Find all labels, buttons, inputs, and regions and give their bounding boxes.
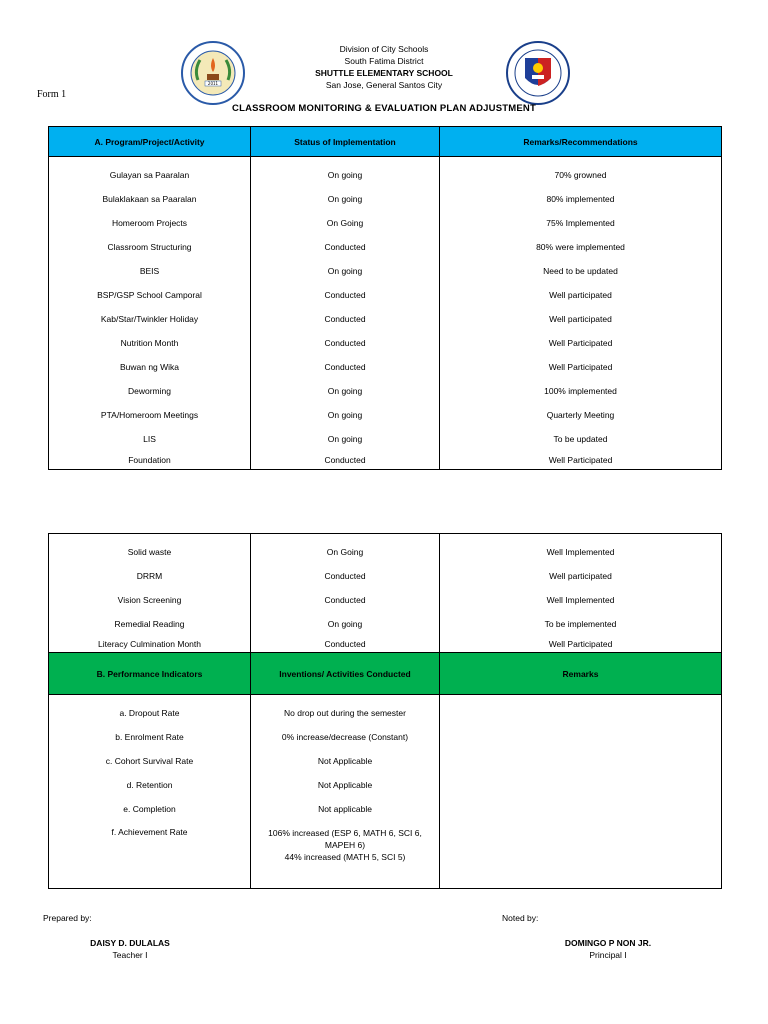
prepared-by-name: DAISY D. DULALAS [90, 938, 170, 948]
table-row [49, 725, 722, 749]
table-row [49, 259, 722, 283]
cell: Not applicable [251, 797, 440, 821]
deped-seal-icon [505, 40, 571, 106]
table-row [49, 588, 722, 612]
page-title: CLASSROOM MONITORING & EVALUATION PLAN ADJUSTMENT [232, 103, 536, 114]
cell: 80% implemented [440, 187, 722, 211]
noted-by-name: DOMINGO P NON JR. [564, 938, 652, 948]
cell: BEIS [49, 259, 251, 283]
cell: a. Dropout Rate [49, 701, 251, 725]
achievement-line-3: 44% increased (MATH 5, SCI 5) [284, 851, 406, 862]
cell: On Going [251, 540, 440, 564]
cell: 70% growned [440, 163, 722, 187]
table-row [49, 564, 722, 588]
cell: 80% were implemented [440, 235, 722, 259]
cell: Well Implemented [440, 540, 722, 564]
table-row [49, 355, 722, 379]
column-header: Remarks/Recommendations [440, 127, 722, 157]
cell: On going [251, 612, 440, 636]
column-header: Remarks [440, 653, 722, 695]
cell: Quarterly Meeting [440, 403, 722, 427]
cell: Gulayan sa Paaralan [49, 163, 251, 187]
school-seal-icon [180, 40, 246, 106]
cell: No drop out during the semester [251, 701, 440, 725]
table-row [49, 797, 722, 821]
cell: On going [251, 379, 440, 403]
cell: Conducted [251, 235, 440, 259]
table-row [49, 379, 722, 403]
column-header: Status of Implementation [251, 127, 440, 157]
table-row [49, 187, 722, 211]
school-name: SHUTTLE ELEMENTARY SCHOOL [315, 68, 453, 78]
cell: Well Participated [440, 636, 722, 653]
cell: 75% Implemented [440, 211, 722, 235]
cell [440, 773, 722, 797]
achievement-line-1: 106% increased (ESP 6, MATH 6, SCI 6, [268, 827, 422, 838]
cell: Not Applicable [251, 749, 440, 773]
cell: c. Cohort Survival Rate [49, 749, 251, 773]
table-row [49, 749, 722, 773]
cell: b. Enrolment Rate [49, 725, 251, 749]
table-row [49, 451, 722, 470]
noted-by-title: Principal I [589, 950, 627, 960]
cell: On going [251, 427, 440, 451]
cell: Conducted [251, 355, 440, 379]
cell: 100% implemented [440, 379, 722, 403]
table-row [49, 163, 722, 187]
cell: Well Participated [440, 331, 722, 355]
table-row [49, 612, 722, 636]
cell: To be updated [440, 427, 722, 451]
cell: Conducted [251, 283, 440, 307]
cell: Buwan ng Wika [49, 355, 251, 379]
cell [440, 797, 722, 821]
cell: Remedial Reading [49, 612, 251, 636]
table-row [49, 773, 722, 797]
cell [440, 821, 722, 889]
cell: Vision Screening [49, 588, 251, 612]
cell: 0% increase/decrease (Constant) [251, 725, 440, 749]
table-b-header [49, 653, 722, 695]
cell: BSP/GSP School Camporal [49, 283, 251, 307]
cell [440, 749, 722, 773]
cell: DRRM [49, 564, 251, 588]
school-seal-year: 2011 [207, 81, 219, 86]
table-row [49, 540, 722, 564]
noted-by-label: Noted by: [502, 913, 539, 923]
cell: Well participated [440, 307, 722, 331]
cell: To be implemented [440, 612, 722, 636]
cell: On going [251, 187, 440, 211]
cell: Well Implemented [440, 588, 722, 612]
table-a [48, 126, 722, 470]
cell: PTA/Homeroom Meetings [49, 403, 251, 427]
cell: Conducted [251, 331, 440, 355]
table-row [49, 403, 722, 427]
school-address: San Jose, General Santos City [325, 80, 443, 90]
cell: Conducted [251, 588, 440, 612]
cell: Well Participated [440, 355, 722, 379]
cell: Classroom Structuring [49, 235, 251, 259]
cell: e. Completion [49, 797, 251, 821]
table-a-header [49, 127, 722, 157]
cell: Conducted [251, 307, 440, 331]
cell: Foundation [49, 451, 251, 470]
cell: Nutrition Month [49, 331, 251, 355]
cell: Deworming [49, 379, 251, 403]
table-row [49, 427, 722, 451]
table-row [49, 235, 722, 259]
table-row [49, 331, 722, 355]
cell: f. Achievement Rate [49, 821, 251, 889]
column-header: B. Performance Indicators [49, 653, 251, 695]
cell: On going [251, 163, 440, 187]
table-row [49, 636, 722, 653]
cell: Solid waste [49, 540, 251, 564]
achievement-line-2: MAPEH 6) [324, 839, 366, 850]
division-name: Division of City Schools [339, 44, 429, 54]
cell: Conducted [251, 451, 440, 470]
district-name: South Fatima District [344, 56, 424, 66]
table-row [49, 283, 722, 307]
cell: Well participated [440, 564, 722, 588]
cell: Well Participated [440, 451, 722, 470]
table-row [49, 307, 722, 331]
table-row [49, 701, 722, 725]
prepared-by-title: Teacher I [112, 950, 148, 960]
cell: Homeroom Projects [49, 211, 251, 235]
table-row [49, 821, 722, 889]
cell: Conducted [251, 636, 440, 653]
column-header: Inventions/ Activities Conducted [251, 653, 440, 695]
cell [251, 821, 440, 889]
cell: Conducted [251, 564, 440, 588]
table-a-continued [48, 533, 722, 889]
cell [440, 701, 722, 725]
cell: On going [251, 259, 440, 283]
column-header: A. Program/Project/Activity [49, 127, 251, 157]
cell: Bulaklakaan sa Paaralan [49, 187, 251, 211]
cell: Literacy Culmination Month [49, 636, 251, 653]
cell: On Going [251, 211, 440, 235]
cell: Need to be updated [440, 259, 722, 283]
cell [440, 725, 722, 749]
prepared-by-label: Prepared by: [43, 913, 92, 923]
table-row [49, 211, 722, 235]
cell: Kab/Star/Twinkler Holiday [49, 307, 251, 331]
cell: d. Retention [49, 773, 251, 797]
cell: Well participated [440, 283, 722, 307]
cell: On going [251, 403, 440, 427]
cell: Not Applicable [251, 773, 440, 797]
cell: LIS [49, 427, 251, 451]
form-label: Form 1 [37, 89, 67, 100]
